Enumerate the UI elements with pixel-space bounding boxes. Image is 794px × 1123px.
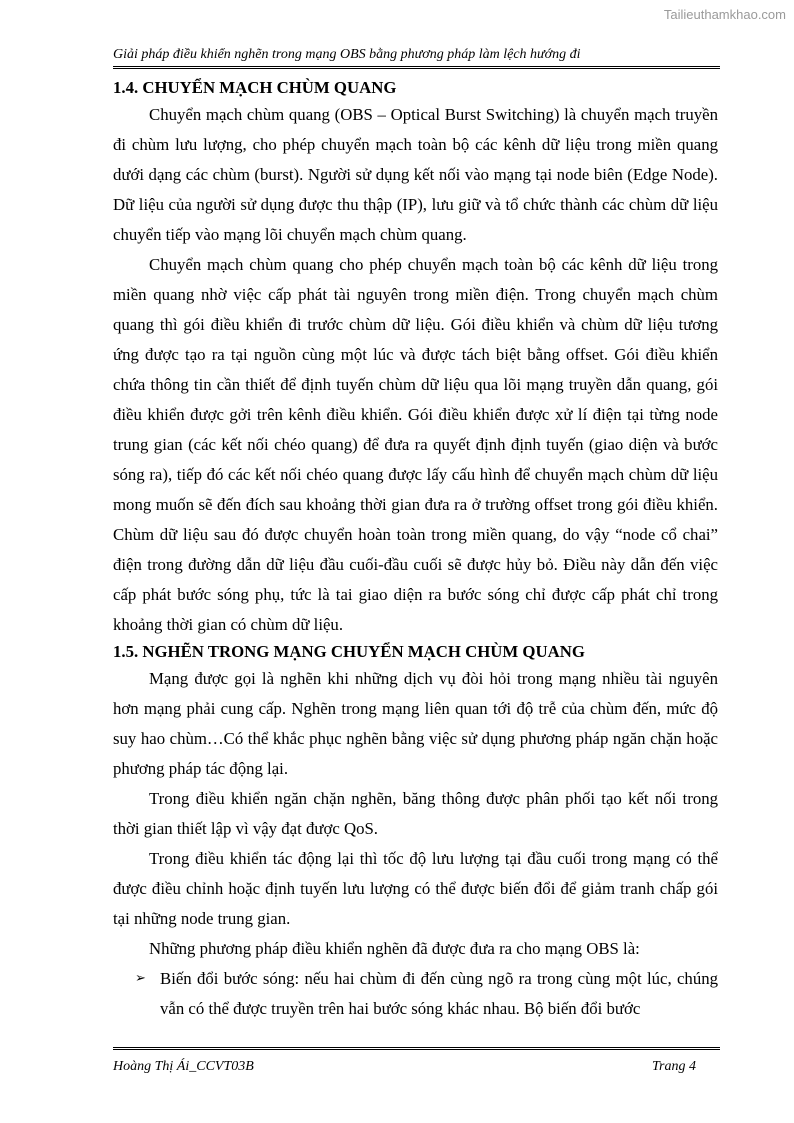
paragraph: Trong điều khiển ngăn chặn nghẽn, băng thông được phân phối tạo kết nối trong thời gian thiết lập vì vậy đạt được QoS. [113, 789, 718, 838]
document-body [113, 76, 718, 1024]
paragraph: Chuyển mạch chùm quang cho phép chuyển mạch toàn bộ các kênh dữ liệu trong miền quang nhờ việc cấp phát tài nguyên trong miền điện. Trong chuyển mạch chùm quang thì gói điều khiển đi trước chùm dữ liệu. Gói điều khiển và chùm dữ liệu tương ứng được tạo ra tại nguồn cùng một lúc và được tách biệt bằng offset. Gói điều khiển chứa thông tin cần thiết để định tuyến chùm dữ liệu qua lõi mạng truyền dẫn quang, gói điều khiển được gởi trên kênh điều khiển. Gói điều khiển được xử lí điện tại từng node trung gian (các kết nối chéo quang) để đưa ra quyết định định tuyến (giao diện và bước sóng ra), tiếp đó các kết nối chéo quang được lấy cấu hình để chuyển mạch chùm dữ liệu mong muốn sẽ đến đích sau khoảng thời gian đưa ra ở trường offset trong gói điều khiển. Chùm dữ liệu sau đó được chuyển hoàn toàn trong miền quang, do vậy “node cổ chai” điện trong đường dẫn dữ liệu đầu cuối-đầu cuối sẽ được hủy bỏ. Điều này dẫn đến việc cấp phát bước sóng phụ, tức là tai giao diện ra bước sóng chỉ được cấp phát chỉ trong khoảng thời gian có chùm dữ liệu. [113, 255, 718, 634]
bullet-item [113, 964, 718, 1024]
section-heading-1-5: 1.5. NGHẼN TRONG MẠNG CHUYỂN MẠCH CHÙM QUANG [113, 642, 585, 661]
paragraph: Chuyển mạch chùm quang (OBS – Optical Burst Switching) là chuyển mạch truyền đi chùm lưu lượng, cho phép chuyển mạch toàn bộ các kênh dữ liệu trong miền quang dưới dạng các chùm (burst). Người sử dụng kết nối vào mạng tại node biên (Edge Node). Dữ liệu của người sử dụng được thu thập (IP), lưu giữ và tổ chức thành các chùm dữ liệu chuyển tiếp vào mạng lõi chuyển mạch chùm quang. [113, 105, 718, 244]
section-heading-1-4: 1.4. CHUYỂN MẠCH CHÙM QUANG [113, 78, 397, 97]
bullet-text: Biến đổi bước sóng: nếu hai chùm đi đến cùng ngõ ra trong cùng một lúc, chúng vẫn có thể được truyền trên hai bước sóng khác nhau. Bộ biến đổi bước [160, 969, 718, 1018]
paragraph: Mạng được gọi là nghẽn khi những dịch vụ đòi hỏi trong mạng nhiều tài nguyên hơn mạng phải cung cấp. Nghẽn trong mạng liên quan tới độ trễ của chùm đến, mức độ suy hao chùm…Có thể khắc phục nghẽn bằng việc sử dụng phương pháp ngăn chặn hoặc phương pháp tác động lại. [113, 669, 718, 778]
watermark: Tailieuthamkhao.com [663, 7, 786, 22]
footer-author: Hoàng Thị Ái_CCVT03B [113, 1059, 254, 1074]
page-number: Trang 4 [652, 1059, 696, 1074]
paragraph: Trong điều khiển tác động lại thì tốc độ lưu lượng tại đầu cuối trong mạng có thể được điều chỉnh hoặc định tuyến lưu lượng có thể được biến đổi để giảm tranh chấp gói tại những node trung gian. [113, 849, 718, 928]
running-header: Giải pháp điều khiển nghẽn trong mạng OBS bằng phương pháp làm lệch hướng đi [113, 47, 720, 69]
running-footer [113, 1047, 720, 1075]
paragraph: Những phương pháp điều khiển nghẽn đã được đưa ra cho mạng OBS là: [149, 939, 640, 958]
arrow-bullet-icon: ➢ [135, 971, 146, 986]
